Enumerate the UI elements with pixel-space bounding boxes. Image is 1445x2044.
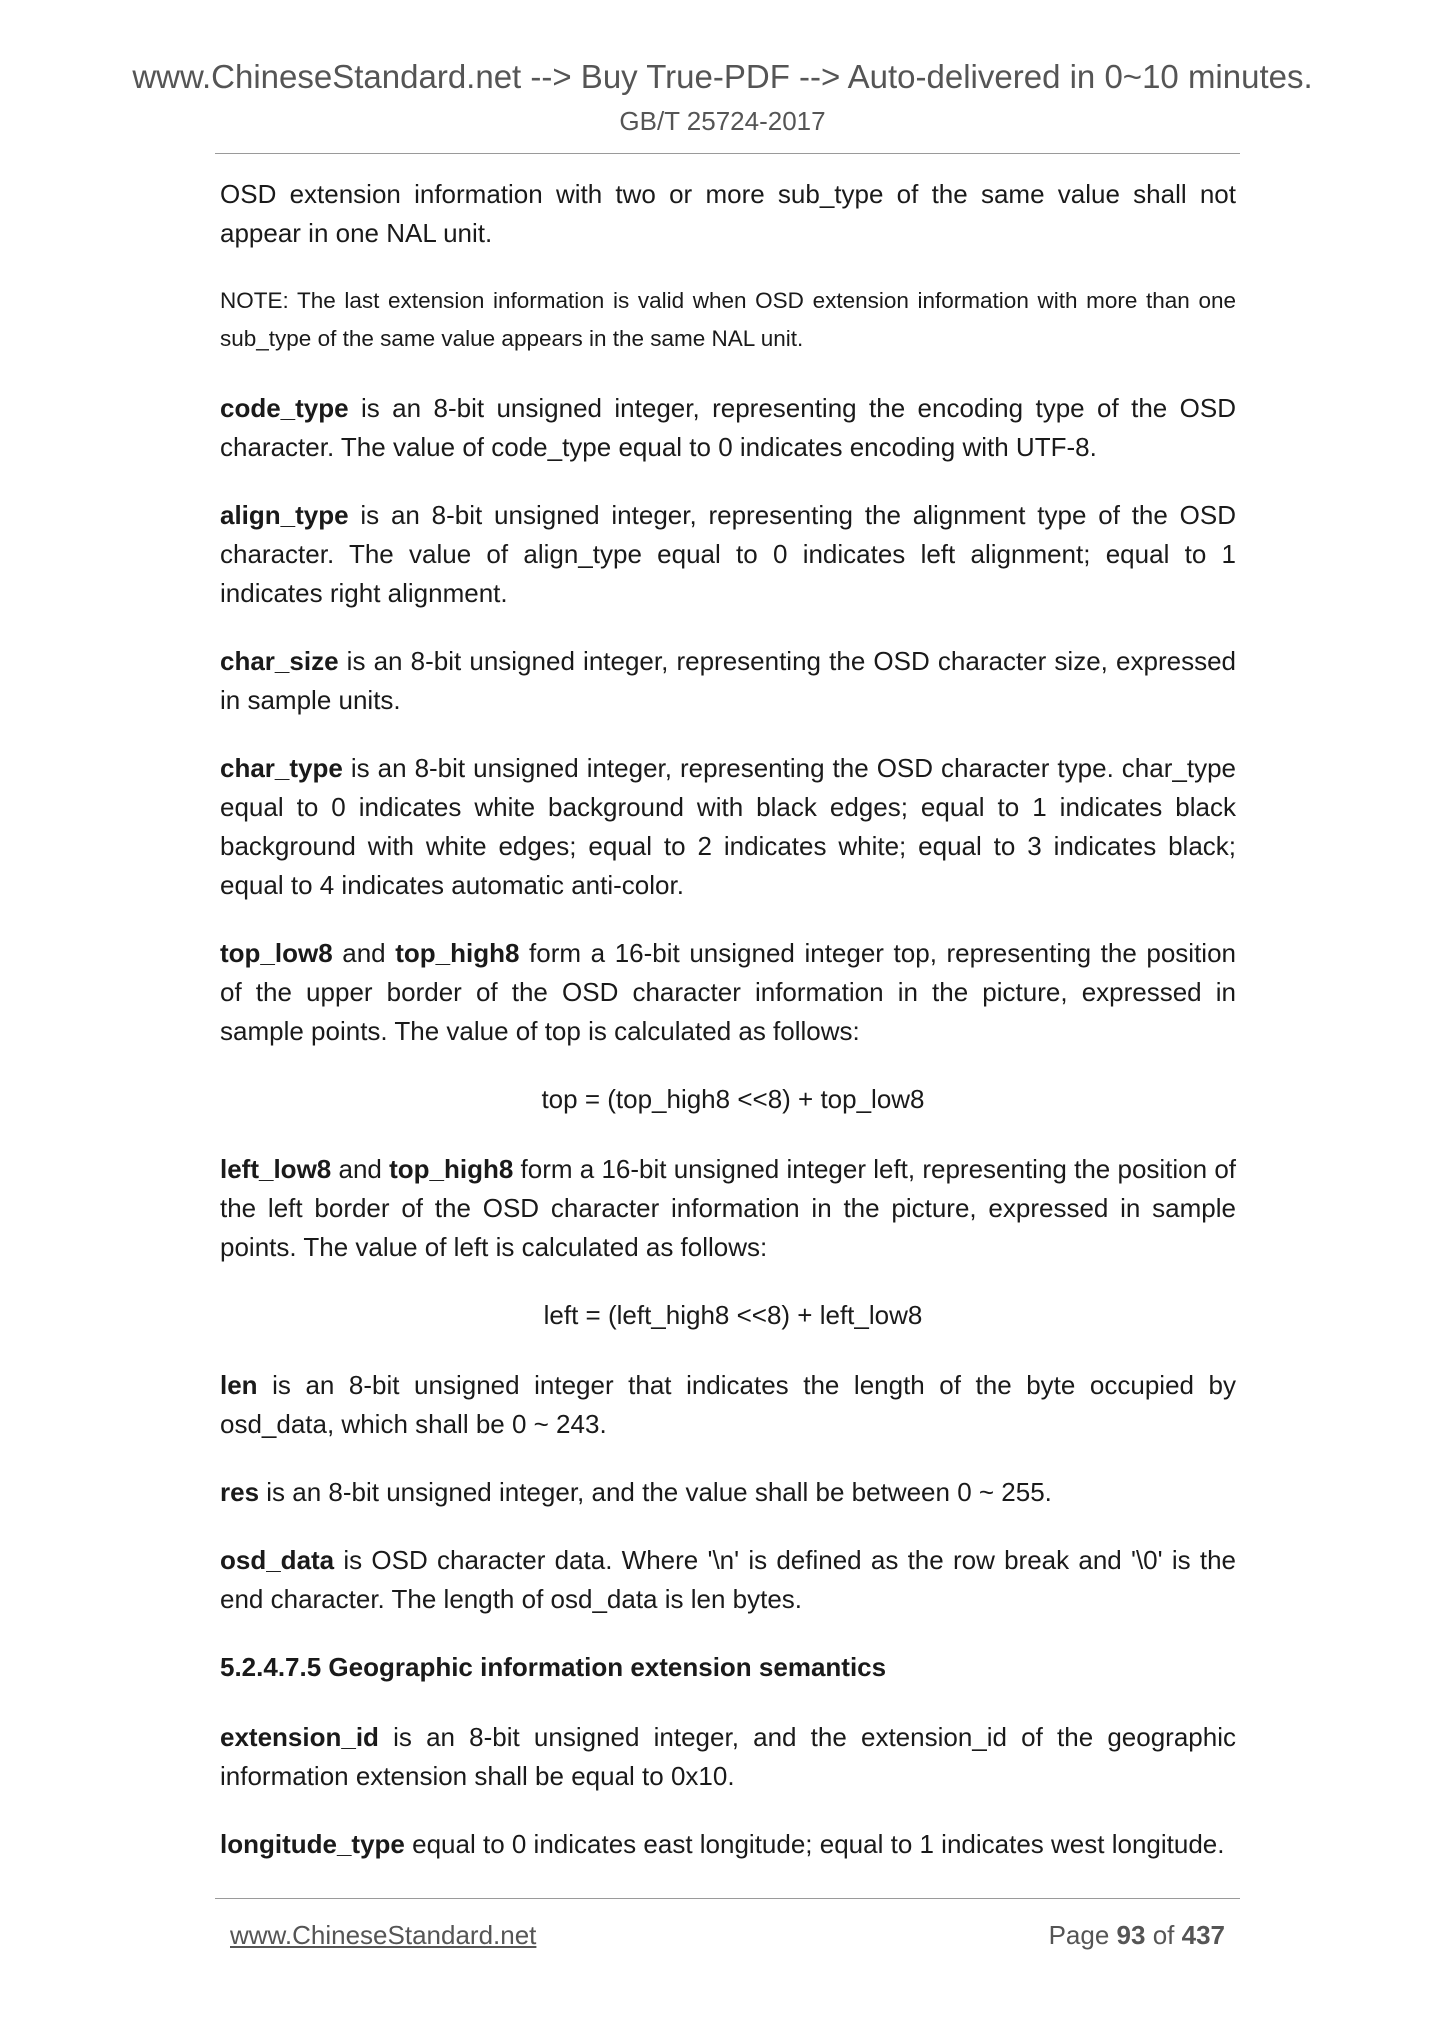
equation-left: left = (left_high8 <<8) + left_low8: [543, 1300, 923, 1330]
paragraph-extension-id: [220, 1718, 1236, 1796]
paragraph-left: [220, 1150, 1236, 1267]
section-heading: 5.2.4.7.5 Geographic information extension semantics: [220, 1652, 887, 1682]
page-of: of: [1145, 1920, 1182, 1950]
definition-osd-data: is OSD character data. Where '\n' is defined as the row break and '\0' is the end character. The length of osd_data is len bytes.: [220, 1545, 1236, 1614]
standard-number: GB/T 25724-2017: [619, 106, 826, 136]
term-longitude-type: longitude_type: [220, 1829, 405, 1859]
conjunction: and: [332, 938, 396, 968]
page-prefix: Page: [1048, 1920, 1117, 1950]
definition-left: form a 16-bit unsigned integer left, representing the position of the left border of the OSD character information in the picture, expressed in sample points. The value of left is calculated as follows:: [220, 1154, 1237, 1262]
definition-len: is an 8-bit unsigned integer that indicates the length of the byte occupied by osd_data, which shall be 0 ~ 243.: [220, 1370, 1236, 1439]
paragraph-res: [220, 1473, 1236, 1512]
equation-top: top = (top_high8 <<8) + top_low8: [541, 1084, 925, 1114]
header-divider: [215, 153, 1240, 154]
term-res: res: [220, 1477, 260, 1507]
paragraph-osd-data: [220, 1541, 1236, 1619]
definition-char-type: is an 8-bit unsigned integer, representing the OSD character type. char_type equal to 0 indicates white background with black edges; equal to 1 indicates black background with white edges; equal to 2 indicates white; equal to 3 indicates black; equal to 4 indicates automatic anti-color.: [220, 753, 1236, 900]
term-top-high8: top_high8: [395, 938, 520, 968]
definition-char-size: is an 8-bit unsigned integer, representing the OSD character size, expressed in sample units.: [220, 646, 1236, 715]
definition-align-type: is an 8-bit unsigned integer, representing the alignment type of the OSD character. The value of align_type equal to 0 indicates left alignment; equal to 1 indicates right alignment.: [220, 500, 1236, 608]
paragraph-char-type: [220, 749, 1236, 905]
term-top-high8: top_high8: [389, 1154, 514, 1184]
paragraph-char-size: [220, 642, 1236, 720]
term-char-size: char_size: [220, 646, 339, 676]
paragraph-align-type: [220, 496, 1236, 613]
footer-website-link[interactable]: www.ChineseStandard.net: [230, 1920, 537, 1950]
header-banner: www.ChineseStandard.net --> Buy True-PDF --> Auto-delivered in 0~10 minutes.: [132, 58, 1313, 95]
term-top-low8: top_low8: [220, 938, 333, 968]
document-body: [220, 175, 1236, 1893]
definition-longitude-type: equal to 0 indicates east longitude; equal to 1 indicates west longitude.: [404, 1829, 1225, 1859]
term-len: len: [220, 1370, 258, 1400]
term-char-type: char_type: [220, 753, 343, 783]
definition-res: is an 8-bit unsigned integer, and the value shall be between 0 ~ 255.: [259, 1477, 1052, 1507]
paragraph-code-type: [220, 389, 1236, 467]
term-extension-id: extension_id: [220, 1722, 379, 1752]
term-left-low8: left_low8: [220, 1154, 332, 1184]
definition-code-type: is an 8-bit unsigned integer, representing the encoding type of the OSD character. The value of code_type equal to 0 indicates encoding with UTF-8.: [220, 393, 1236, 462]
page-current: 93: [1116, 1920, 1146, 1950]
term-align-type: align_type: [220, 500, 349, 530]
paragraph-len: [220, 1366, 1236, 1444]
note-paragraph: NOTE: The last extension information is valid when OSD extension information with more than one sub_type of the same value appears in the same NAL unit.: [220, 288, 1236, 351]
conjunction: and: [331, 1154, 390, 1184]
footer-divider: [215, 1898, 1240, 1899]
paragraph-longitude-type: [220, 1825, 1236, 1864]
paragraph-sub-type-rule: OSD extension information with two or more sub_type of the same value shall not appear in one NAL unit.: [220, 179, 1236, 248]
definition-extension-id: is an 8-bit unsigned integer, and the extension_id of the geographic information extension shall be equal to 0x10.: [220, 1722, 1236, 1791]
definition-top: form a 16-bit unsigned integer top, representing the position of the upper border of the OSD character information in the picture, expressed in sample points. The value of top is calculated as follows:: [220, 938, 1237, 1046]
paragraph-top: [220, 934, 1236, 1051]
term-code-type: code_type: [220, 393, 349, 423]
page-total: 437: [1181, 1920, 1225, 1950]
term-osd-data: osd_data: [220, 1545, 335, 1575]
page-indicator: [1049, 1920, 1225, 1951]
